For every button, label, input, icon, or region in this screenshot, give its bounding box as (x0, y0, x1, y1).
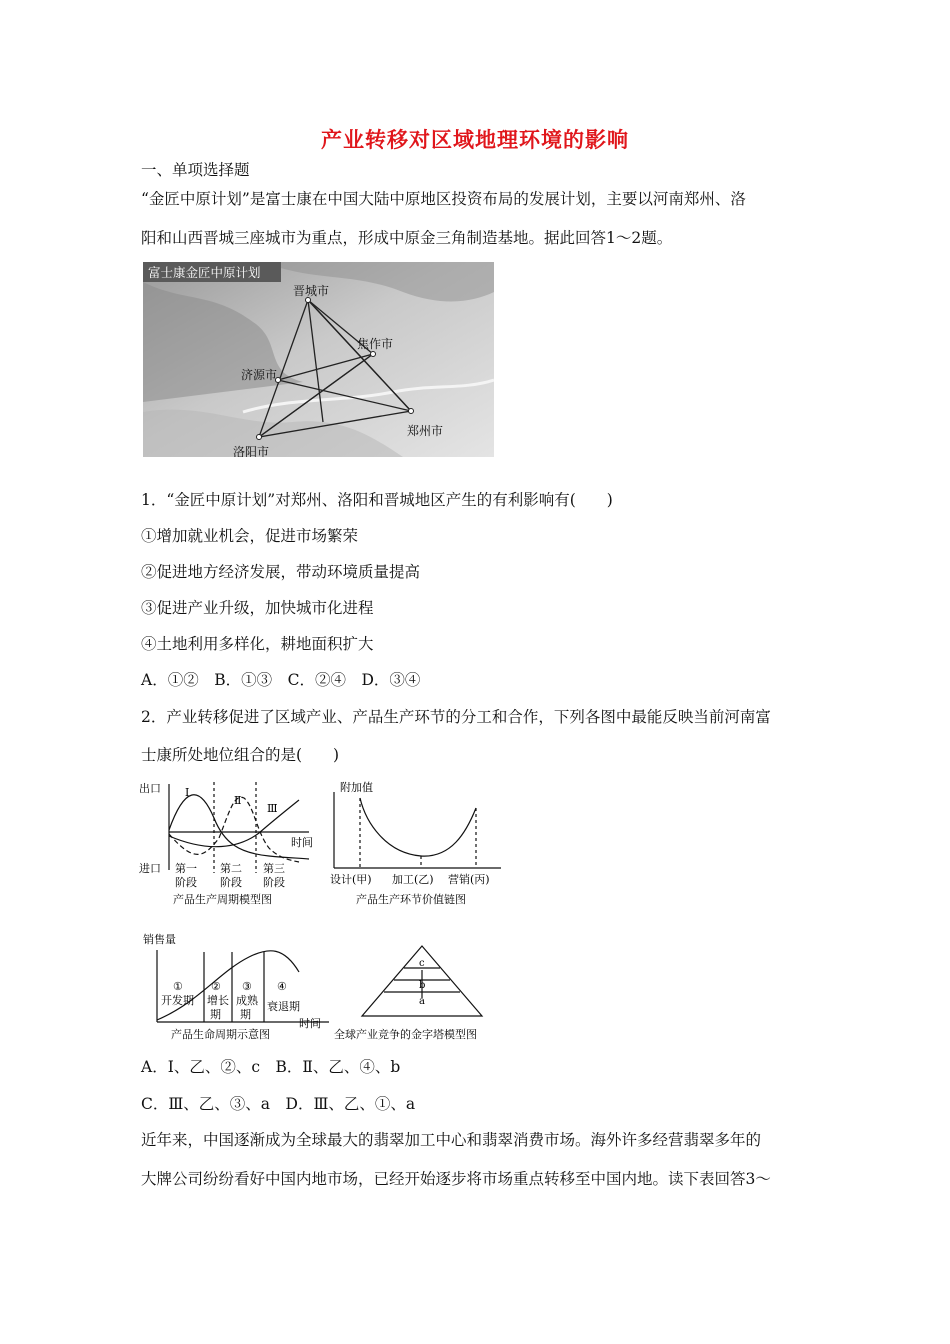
section-heading: 一、单项选择题 (141, 161, 250, 179)
city-label-zhengzhou: 郑州市 (407, 424, 444, 438)
smile-curve (360, 798, 476, 856)
phase-2-line2: 期 (210, 1008, 221, 1021)
city-label-luoyang: 洛阳市 (233, 445, 270, 457)
stage-3-line1: 第三 (263, 862, 285, 875)
figure-caption: 产品生命周期示意图 (171, 1028, 270, 1041)
phase-4-number: ④ (277, 980, 287, 993)
phase-3-line1: 成熟 (236, 994, 258, 1007)
stage-2-line2: 阶段 (220, 876, 242, 889)
figure-caption: 产品生产环节价值链图 (356, 893, 466, 906)
x-axis-label: 时间 (291, 836, 313, 849)
intro-paragraph-2-line2: 大牌公司纷纷看好中国内地市场，已经开始逐步将市场重点转移至中国内地。读下表回答3～ (141, 1170, 771, 1188)
stage-1-line2: 阶段 (175, 876, 197, 889)
value-chain-figure (326, 778, 506, 908)
y-top-label: 出口 (139, 782, 161, 795)
curve-label-II: Ⅱ (234, 794, 242, 807)
phase-2-number: ② (211, 980, 221, 993)
stage-1-line1: 第一 (175, 862, 197, 875)
level-label-b: b (419, 980, 426, 991)
question-1-options: A．①② B．①③ C．②④ D．③④ (141, 671, 421, 689)
production-cycle-figure (139, 778, 324, 908)
phase-1-label: 开发期 (161, 994, 194, 1007)
figure-caption: 产品生产周期模型图 (173, 893, 272, 906)
city-label-jincheng: 晋城市 (293, 284, 330, 298)
x-label-processing: 加工(乙) (392, 873, 434, 886)
product-life-cycle-figure (139, 932, 339, 1042)
level-label-a: a (419, 996, 425, 1007)
city-label-jiyuan: 济源市 (241, 368, 278, 382)
question-1-item-2: ②促进地方经济发展，带动环境质量提高 (141, 563, 421, 581)
question-2-options-ab: A．Ⅰ、乙、②、c B．Ⅱ、乙、④、b (141, 1058, 401, 1076)
question-1-item-4: ④土地利用多样化，耕地面积扩大 (141, 635, 374, 653)
map-label: 富士康金匠中原计划 (148, 265, 261, 280)
stage-3-line2: 阶段 (263, 876, 285, 889)
phase-1-number: ① (173, 980, 183, 993)
pyramid-figure (334, 942, 514, 1042)
phase-3-line2: 期 (240, 1008, 251, 1021)
y-axis-label: 销售量 (143, 933, 176, 946)
question-1-stem: 1．“金匠中原计划”对郑州、洛阳和晋城地区产生的有利影响有( ) (141, 491, 613, 509)
curve-label-III: Ⅲ (267, 802, 278, 815)
intro-paragraph-2-line1: 近年来，中国逐渐成为全球最大的翡翠加工中心和翡翠消费市场。海外许多经营翡翠多年的 (141, 1131, 762, 1149)
question-2-stem-line2: 士康所处地位组合的是( ) (141, 746, 340, 764)
curve-label-I: Ⅰ (185, 786, 190, 799)
y-axis-label: 附加值 (340, 781, 373, 794)
level-label-c: c (419, 958, 425, 969)
figure-caption: 全球产业竞争的金字塔模型图 (334, 1028, 477, 1041)
curve-III (169, 800, 299, 847)
question-2-options-cd: C．Ⅲ、乙、③、a D．Ⅲ、乙、①、a (141, 1095, 416, 1113)
document-title: 产业转移对区域地理环境的影响 (321, 127, 629, 152)
phase-3-number: ③ (242, 980, 252, 993)
stage-2-line1: 第二 (220, 862, 242, 875)
city-label-jiaozuo: 焦作市 (357, 337, 394, 351)
question-2-stem-line1: 2．产业转移促进了区域产业、产品生产环节的分工和合作，下列各图中最能反映当前河南富 (141, 708, 771, 726)
intro-paragraph-line1: “金匠中原计划”是富士康在中国大陆中原地区投资布局的发展计划，主要以河南郑州、洛 (141, 190, 746, 208)
x-axis-label: 时间 (299, 1017, 321, 1030)
phase-4-label: 衰退期 (267, 1000, 300, 1013)
y-bottom-label: 进口 (139, 862, 161, 875)
phase-2-line1: 增长 (207, 994, 229, 1007)
question-1-item-1: ①增加就业机会，促进市场繁荣 (141, 527, 359, 545)
question-1-item-3: ③促进产业升级，加快城市化进程 (141, 599, 374, 617)
zhongyuan-map (143, 262, 494, 457)
x-label-marketing: 营销(丙) (448, 873, 490, 886)
x-label-design: 设计(甲) (330, 873, 372, 886)
intro-paragraph-line2: 阳和山西晋城三座城市为重点，形成中原金三角制造基地。据此回答1～2题。 (141, 229, 673, 247)
